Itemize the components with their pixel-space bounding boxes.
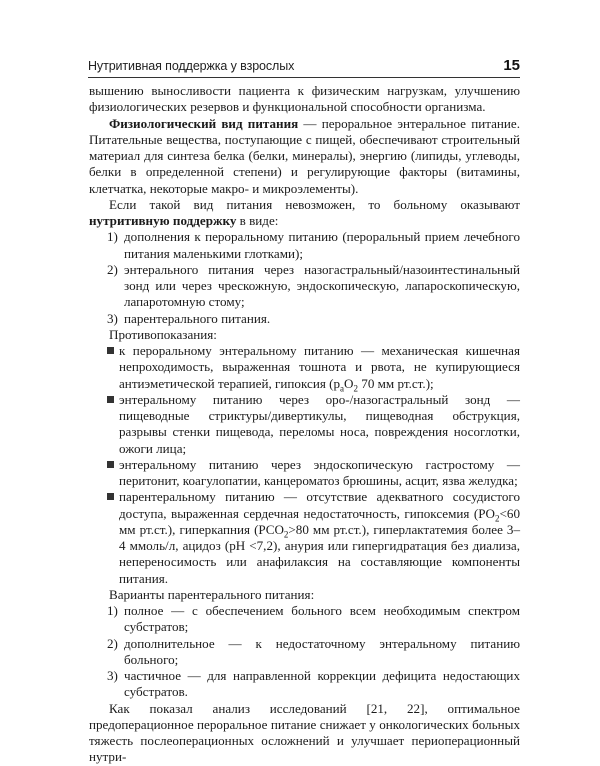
definition-text: — пероральное энтеральное питание. Питательные вещества, поступающие с пищей, обеспечивают строительный материал для синтеза белка (белки, минералы), энергию (липиды, углеводы, белки в определенной степени) и регулирующие факторы (витамины, клетчатка, некоторые макро- и микроэлементы). — [89, 115, 520, 196]
list-item — [89, 636, 520, 669]
list-item — [89, 668, 520, 701]
term-nutritional-support: нутритивную поддержку — [89, 213, 237, 228]
text-before: Если такой вид питания невозможен, то больному оказывают — [109, 196, 520, 212]
list-item-text: <60 мм рт.ст.), гиперкапния (PCO — [119, 505, 520, 537]
list-item-text: энтеральному питанию через эндоскопическую гастростому — перитонит, коагулопатии, канцероматоз брюшины, асцит, язва желудка; — [119, 456, 520, 488]
list-item-text: парентерального питания. — [124, 310, 271, 326]
list-item — [89, 603, 520, 636]
list-marker: 2) — [107, 635, 118, 651]
list-item-text: 70 мм рт.ст.); — [358, 375, 434, 391]
list-item-text: полное — с обеспечением больного всем необходимым спектром субстратов; — [124, 603, 520, 635]
list-item — [89, 229, 520, 262]
header-rule — [88, 77, 520, 78]
support-list — [89, 229, 520, 327]
subscript: a — [340, 383, 345, 394]
paragraph-nutritional-support — [89, 197, 520, 230]
list-item-text: парентеральному питанию — отсутствие адекватного сосудистого доступа, выраженная сердечная недостаточность, гипоксемия (PO — [119, 489, 520, 521]
list-item — [89, 311, 520, 327]
list-item-text: дополнения к пероральному питанию (пероральный прием лечебного питания маленькими глотками); — [124, 229, 520, 261]
page-body — [89, 83, 520, 766]
subscript: 2 — [495, 513, 500, 524]
square-bullet-icon — [107, 396, 114, 403]
list-item — [89, 457, 520, 490]
variants-heading: Варианты парентерального питания: — [109, 586, 315, 602]
square-bullet-icon — [107, 347, 114, 354]
paragraph-analysis: Как показал анализ исследований [21, 22], оптимальное предоперационное пероральное питание снижает у онкологических больных тяжесть послеоперационных осложнений и улучшает периоперационный нутри- — [89, 700, 520, 765]
list-item-text: к пероральному энтеральному питанию — механическая кишечная непроходимость, выраженная тошнота и рвота, не купирующиеся антиэметической терапией, гипоксия (p — [119, 343, 520, 391]
contraindications-heading: Противопоказания: — [109, 326, 217, 342]
term-physiological-nutrition: Физиологический вид питания — [109, 115, 299, 131]
list-item-text: дополнительное — к недостаточному энтеральному питанию больного; — [124, 635, 520, 667]
contraindications-list — [89, 343, 520, 587]
list-item-text: >80 мм рт.ст.), гиперлактатемия более 3–4 ммоль/л, ацидоз (pH <7,2), анурия или гипергидратация без диализа, непереносимость или анафилаксия на составляющие компоненты питания. — [119, 521, 521, 586]
square-bullet-icon — [107, 461, 114, 468]
subscript: 2 — [353, 383, 358, 394]
paragraph-physiological-nutrition — [89, 116, 520, 197]
paragraph-continuation: вышению выносливости пациента к физическим нагрузкам, улучшению физиологических резервов и функциональной способности организма. — [89, 83, 520, 115]
page-number: 15 — [503, 57, 520, 74]
square-bullet-icon — [107, 493, 114, 500]
running-header — [88, 58, 520, 78]
list-item-text: энтеральному питанию через оро-/назогастральный зонд — пищеводные стриктуры/дивертикулы, пищеводная обструкция, разрывы стенки пищевода, переломы носа, повреждения носоглотки, ожоги лица; — [119, 391, 520, 456]
running-header-title: Нутритивная поддержка у взрослых — [88, 59, 295, 73]
list-item — [89, 343, 520, 392]
list-item — [89, 392, 520, 457]
list-item-text: O — [344, 375, 354, 391]
list-marker: 3) — [107, 310, 118, 326]
text-after: в виде: — [236, 213, 279, 228]
variants-list — [89, 603, 520, 701]
list-item — [89, 262, 520, 311]
list-item — [89, 489, 520, 587]
list-item-text: частичное — для направленной коррекции дефицита недостающих субстратов. — [124, 668, 520, 700]
list-marker: 2) — [107, 261, 118, 277]
list-marker: 1) — [107, 603, 118, 618]
list-marker: 1) — [107, 229, 118, 245]
list-marker: 3) — [107, 668, 118, 683]
subscript: 2 — [283, 529, 289, 540]
list-item-text: энтерального питания через назогастральный/назоинтестинальный зонд или через чрескожную, эндоскопическую, лапароскопическую, лапаротомную стому; — [124, 261, 520, 310]
